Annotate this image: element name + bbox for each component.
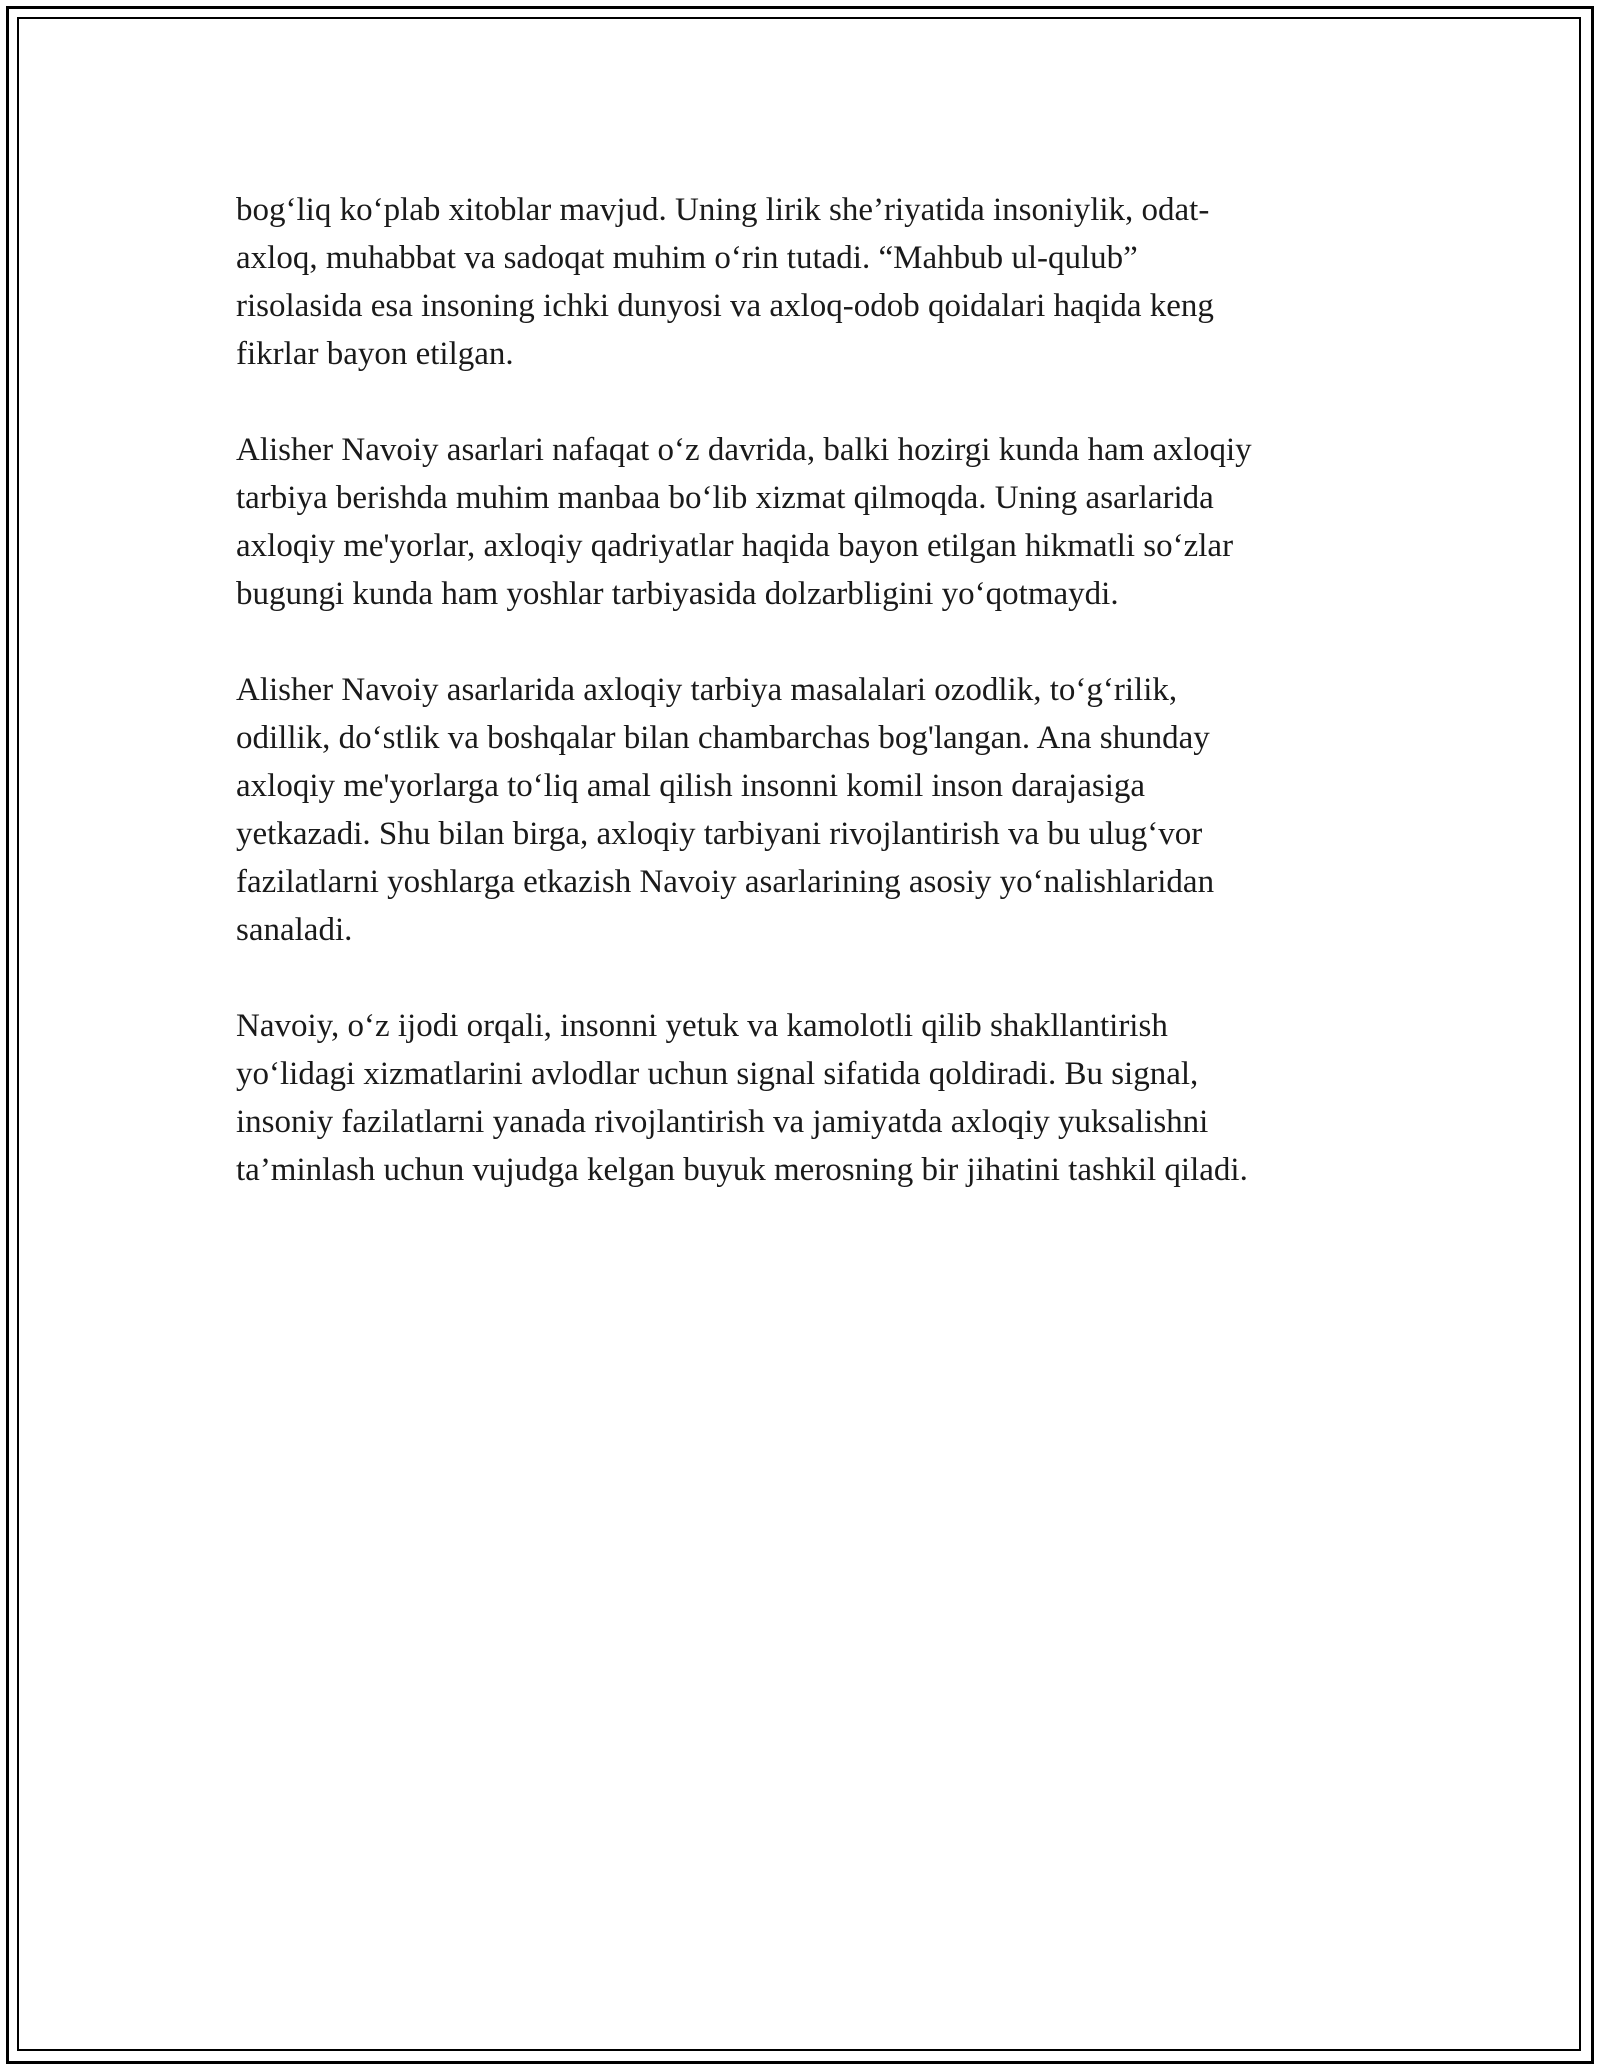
text-line: axloqiy me'yorlar, axloqiy qadriyatlar haqida bayon etilgan hikmatli so‘zlar [236,528,1234,564]
paragraph-2 [236,426,1376,618]
text-line: insoniy fazilatlarni yanada rivojlantirish va jamiyatda axloqiy yuksalishni [236,1104,1209,1140]
text-line: yetkazadi. Shu bilan birga, axloqiy tarbiyani rivojlantirish va bu ulug‘vor [236,816,1203,852]
text-line: bog‘liq ko‘plab xitoblar mavjud. Uning lirik she’riyatida insoniylik, odat- [236,192,1210,228]
text-line: ta’minlash uchun vujudga kelgan buyuk merosning bir jihatini tashkil qiladi. [236,1152,1248,1188]
paragraph-4 [236,1002,1376,1194]
text-line: tarbiya berishda muhim manbaa bo‘lib xizmat qilmoqda. Uning asarlarida [236,480,1214,516]
text-line: Alisher Navoiy asarlari nafaqat o‘z davrida, balki hozirgi kunda ham axloqiy [236,432,1252,468]
document-body [236,186,1376,1242]
text-line: Alisher Navoiy asarlarida axloqiy tarbiya masalalari ozodlik, to‘g‘rilik, [236,672,1178,708]
text-line: fazilatlarni yoshlarga etkazish Navoiy asarlarining asosiy yo‘nalishlaridan [236,864,1215,900]
text-line: yo‘lidagi xizmatlarini avlodlar uchun signal sifatida qoldiradi. Bu signal, [236,1056,1199,1092]
text-line: Navoiy, o‘z ijodi orqali, insonni yetuk va kamolotli qilib shakllantirish [236,1008,1168,1044]
text-line: fikrlar bayon etilgan. [236,336,514,372]
text-line: axloq, muhabbat va sadoqat muhim o‘rin tutadi. “Mahbub ul-qulub” [236,240,1138,276]
text-line: risolasida esa insoning ichki dunyosi va axloq-odob qoidalari haqida keng [236,288,1214,324]
paragraph-1 [236,186,1376,378]
text-line: sanaladi. [236,912,353,948]
text-line: bugungi kunda ham yoshlar tarbiyasida dolzarbligini yo‘qotmaydi. [236,576,1119,612]
text-line: odillik, do‘stlik va boshqalar bilan chambarchas bog'langan. Ana shunday [236,720,1210,756]
text-line: axloqiy me'yorlarga to‘liq amal qilish insonni komil inson darajasiga [236,768,1146,804]
paragraph-3 [236,666,1376,954]
